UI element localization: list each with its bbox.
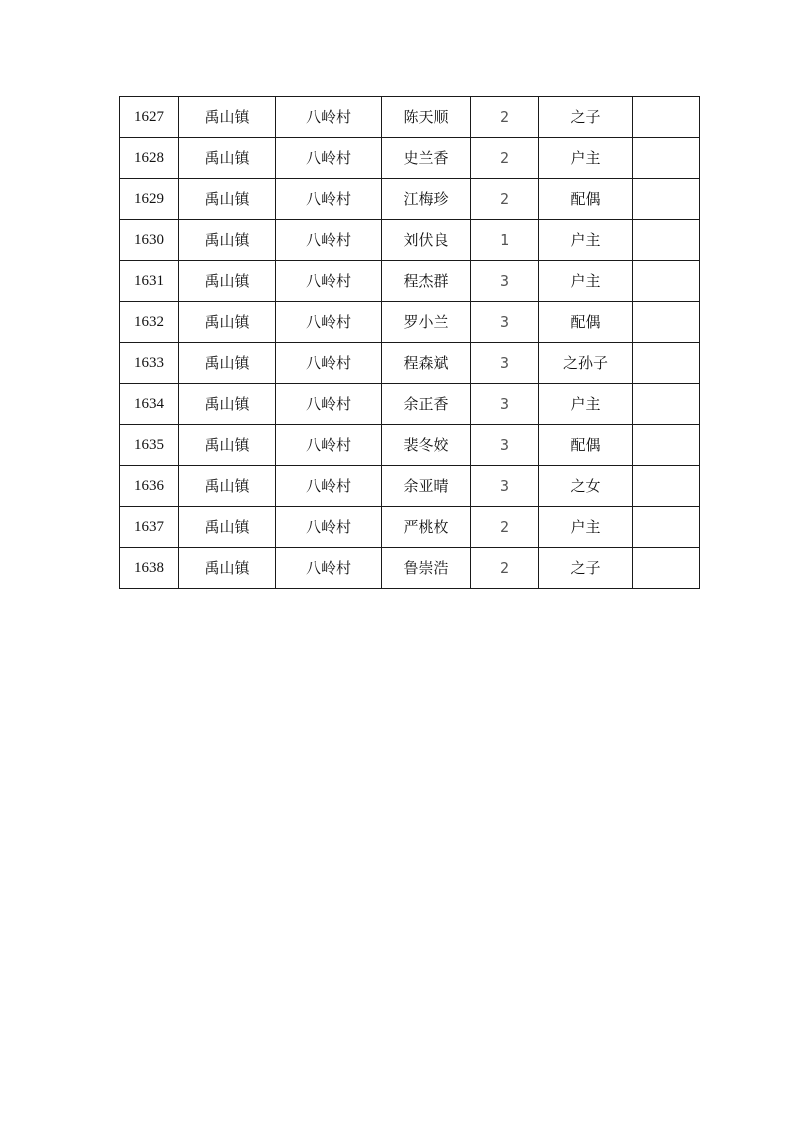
cell-relationship: 配偶 bbox=[539, 425, 633, 466]
cell-remarks bbox=[633, 548, 700, 589]
cell-village: 八岭村 bbox=[276, 343, 382, 384]
cell-town: 禹山镇 bbox=[179, 261, 276, 302]
cell-person-name: 刘伏良 bbox=[382, 220, 471, 261]
cell-village: 八岭村 bbox=[276, 384, 382, 425]
cell-person-name: 史兰香 bbox=[382, 138, 471, 179]
cell-record-number: 1633 bbox=[120, 343, 179, 384]
cell-remarks bbox=[633, 302, 700, 343]
cell-village: 八岭村 bbox=[276, 425, 382, 466]
table-row bbox=[120, 548, 700, 589]
cell-person-name: 裴冬姣 bbox=[382, 425, 471, 466]
cell-relationship: 配偶 bbox=[539, 302, 633, 343]
cell-person-name: 余正香 bbox=[382, 384, 471, 425]
cell-relationship: 之女 bbox=[539, 466, 633, 507]
cell-household-size: 1 bbox=[471, 220, 539, 261]
cell-remarks bbox=[633, 220, 700, 261]
cell-record-number: 1631 bbox=[120, 261, 179, 302]
cell-household-size: 3 bbox=[471, 466, 539, 507]
table-row bbox=[120, 97, 700, 138]
cell-remarks bbox=[633, 97, 700, 138]
cell-town: 禹山镇 bbox=[179, 302, 276, 343]
cell-record-number: 1628 bbox=[120, 138, 179, 179]
cell-household-size: 3 bbox=[471, 425, 539, 466]
cell-remarks bbox=[633, 179, 700, 220]
table-row bbox=[120, 507, 700, 548]
cell-town: 禹山镇 bbox=[179, 425, 276, 466]
table-row bbox=[120, 343, 700, 384]
cell-village: 八岭村 bbox=[276, 548, 382, 589]
table-body bbox=[120, 97, 700, 589]
cell-record-number: 1635 bbox=[120, 425, 179, 466]
cell-relationship: 户主 bbox=[539, 507, 633, 548]
cell-town: 禹山镇 bbox=[179, 343, 276, 384]
cell-household-size: 3 bbox=[471, 384, 539, 425]
cell-remarks bbox=[633, 138, 700, 179]
cell-village: 八岭村 bbox=[276, 507, 382, 548]
cell-town: 禹山镇 bbox=[179, 138, 276, 179]
table-row bbox=[120, 138, 700, 179]
cell-record-number: 1629 bbox=[120, 179, 179, 220]
cell-household-size: 2 bbox=[471, 138, 539, 179]
cell-person-name: 罗小兰 bbox=[382, 302, 471, 343]
cell-remarks bbox=[633, 261, 700, 302]
table-row bbox=[120, 220, 700, 261]
cell-record-number: 1630 bbox=[120, 220, 179, 261]
table-row bbox=[120, 261, 700, 302]
cell-relationship: 户主 bbox=[539, 384, 633, 425]
cell-relationship: 户主 bbox=[539, 138, 633, 179]
cell-village: 八岭村 bbox=[276, 220, 382, 261]
cell-record-number: 1632 bbox=[120, 302, 179, 343]
table-row bbox=[120, 302, 700, 343]
cell-person-name: 鲁崇浩 bbox=[382, 548, 471, 589]
cell-record-number: 1636 bbox=[120, 466, 179, 507]
cell-person-name: 陈天顺 bbox=[382, 97, 471, 138]
cell-remarks bbox=[633, 343, 700, 384]
cell-relationship: 户主 bbox=[539, 261, 633, 302]
cell-town: 禹山镇 bbox=[179, 466, 276, 507]
cell-village: 八岭村 bbox=[276, 302, 382, 343]
household-roster-table bbox=[119, 96, 700, 589]
cell-relationship: 户主 bbox=[539, 220, 633, 261]
cell-household-size: 2 bbox=[471, 507, 539, 548]
cell-remarks bbox=[633, 507, 700, 548]
cell-record-number: 1634 bbox=[120, 384, 179, 425]
cell-household-size: 3 bbox=[471, 343, 539, 384]
cell-village: 八岭村 bbox=[276, 97, 382, 138]
cell-relationship: 之子 bbox=[539, 97, 633, 138]
cell-household-size: 2 bbox=[471, 548, 539, 589]
cell-household-size: 2 bbox=[471, 97, 539, 138]
cell-relationship: 之孙子 bbox=[539, 343, 633, 384]
cell-remarks bbox=[633, 466, 700, 507]
cell-town: 禹山镇 bbox=[179, 97, 276, 138]
table-row bbox=[120, 466, 700, 507]
cell-village: 八岭村 bbox=[276, 179, 382, 220]
cell-town: 禹山镇 bbox=[179, 179, 276, 220]
table-row bbox=[120, 425, 700, 466]
table-row bbox=[120, 179, 700, 220]
cell-household-size: 2 bbox=[471, 179, 539, 220]
table-row bbox=[120, 384, 700, 425]
cell-person-name: 严桃枚 bbox=[382, 507, 471, 548]
cell-village: 八岭村 bbox=[276, 261, 382, 302]
cell-person-name: 程森斌 bbox=[382, 343, 471, 384]
cell-remarks bbox=[633, 425, 700, 466]
cell-person-name: 江梅珍 bbox=[382, 179, 471, 220]
cell-remarks bbox=[633, 384, 700, 425]
cell-record-number: 1627 bbox=[120, 97, 179, 138]
cell-town: 禹山镇 bbox=[179, 384, 276, 425]
cell-town: 禹山镇 bbox=[179, 220, 276, 261]
cell-relationship: 配偶 bbox=[539, 179, 633, 220]
cell-village: 八岭村 bbox=[276, 466, 382, 507]
cell-town: 禹山镇 bbox=[179, 507, 276, 548]
cell-record-number: 1637 bbox=[120, 507, 179, 548]
cell-person-name: 程杰群 bbox=[382, 261, 471, 302]
cell-town: 禹山镇 bbox=[179, 548, 276, 589]
cell-relationship: 之子 bbox=[539, 548, 633, 589]
cell-record-number: 1638 bbox=[120, 548, 179, 589]
cell-person-name: 余亚晴 bbox=[382, 466, 471, 507]
cell-household-size: 3 bbox=[471, 261, 539, 302]
cell-village: 八岭村 bbox=[276, 138, 382, 179]
cell-household-size: 3 bbox=[471, 302, 539, 343]
